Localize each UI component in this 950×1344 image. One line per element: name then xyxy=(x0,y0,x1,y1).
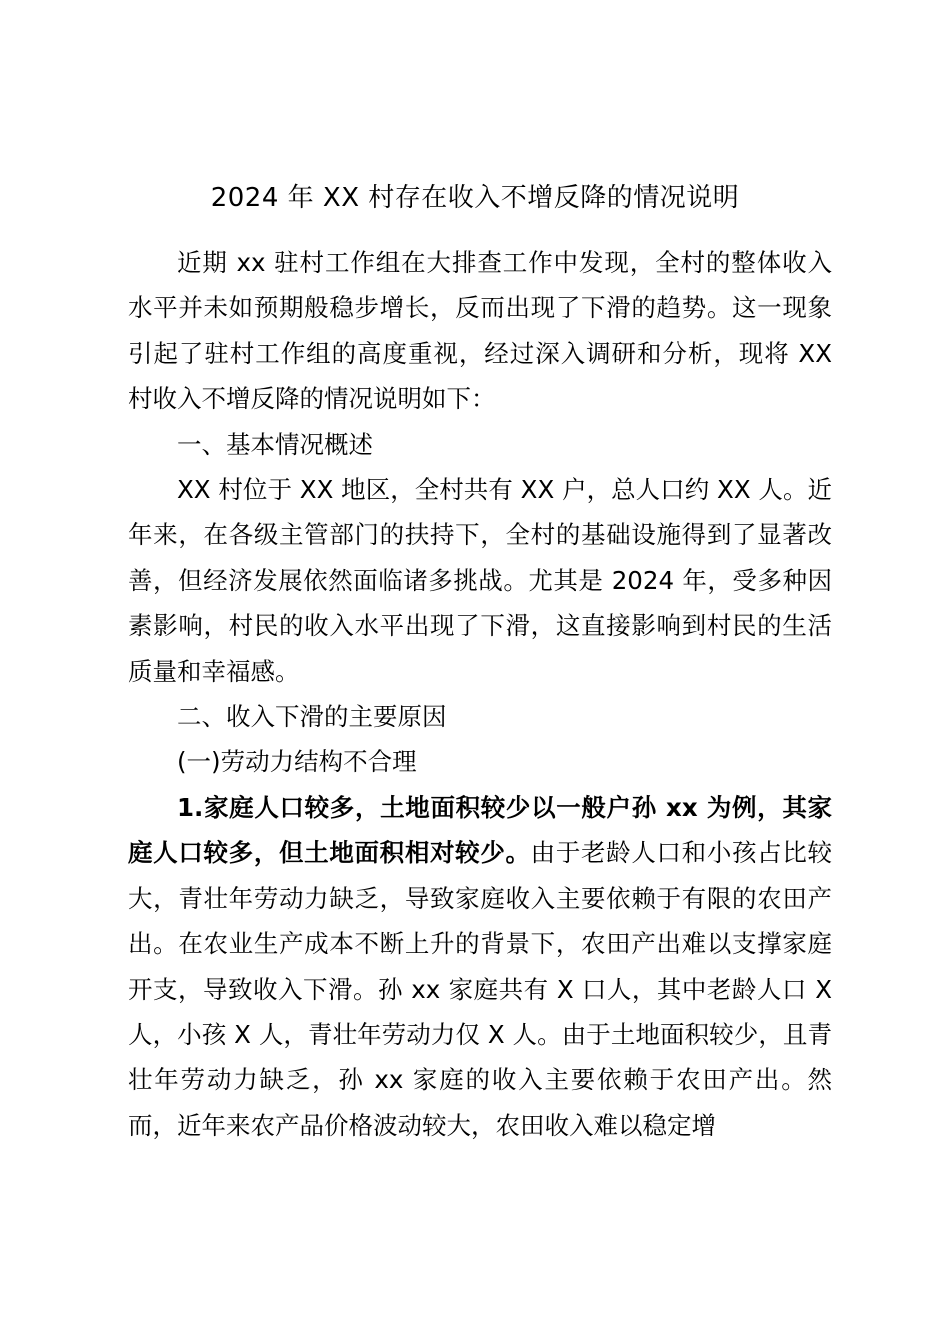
subsection-heading-labor: (一)劳动力结构不合理 xyxy=(177,747,417,777)
bold-lead-sentence: 1.家庭人口较多，土地面积较少以一般户孙 xx 为例，其家庭人口较多，但土地面积相对较少。 xyxy=(128,792,832,868)
paragraph-overview: XX 村位于 XX 地区，全村共有 XX 户，总人口约 XX 人。近年来，在各级主管部门的扶持下，全村的基础设施得到了显著改善，但经济发展依然面临诸多挑战。尤其是 2024 年，受多种因素影响，村民的收入水平出现了下滑，这直接影响到村民的生活质量和幸福感。 xyxy=(128,475,832,686)
paragraph-intro: 近期 xx 驻村工作组在大排查工作中发现，全村的整体收入水平并未如预期般稳步增长，反而出现了下滑的趋势。这一现象引起了驻村工作组的高度重视，经过深入调研和分析，现将 XX 村收入不增反降的情况说明如下： xyxy=(128,248,832,414)
section-heading-overview: 一、基本情况概述 xyxy=(177,429,373,459)
document-body xyxy=(128,240,832,1148)
document-title: 2024 年 XX 村存在收入不增反降的情况说明 xyxy=(210,183,740,213)
paragraph-labor-detail xyxy=(128,785,832,1148)
paragraph-labor-text: 由于老龄人口和小孩占比较大，青壮年劳动力缺乏，导致家庭收入主要依赖于有限的农田产出。在农业生产成本不断上升的背景下，农田产出难以支撑家庭开支，导致收入下滑。孙 xx 家庭共有 X 口人，其中老龄人口 X 人，小孩 X 人，青壮年劳动力仅 X 人。由于土地面积较少，且青壮年劳动力缺乏，孙 xx 家庭的收入主要依赖于农田产出。然而，近年来农产品价格波动较大，农田收入难以稳定增 xyxy=(128,838,833,1140)
section-heading-reasons: 二、收入下滑的主要原因 xyxy=(177,702,447,732)
